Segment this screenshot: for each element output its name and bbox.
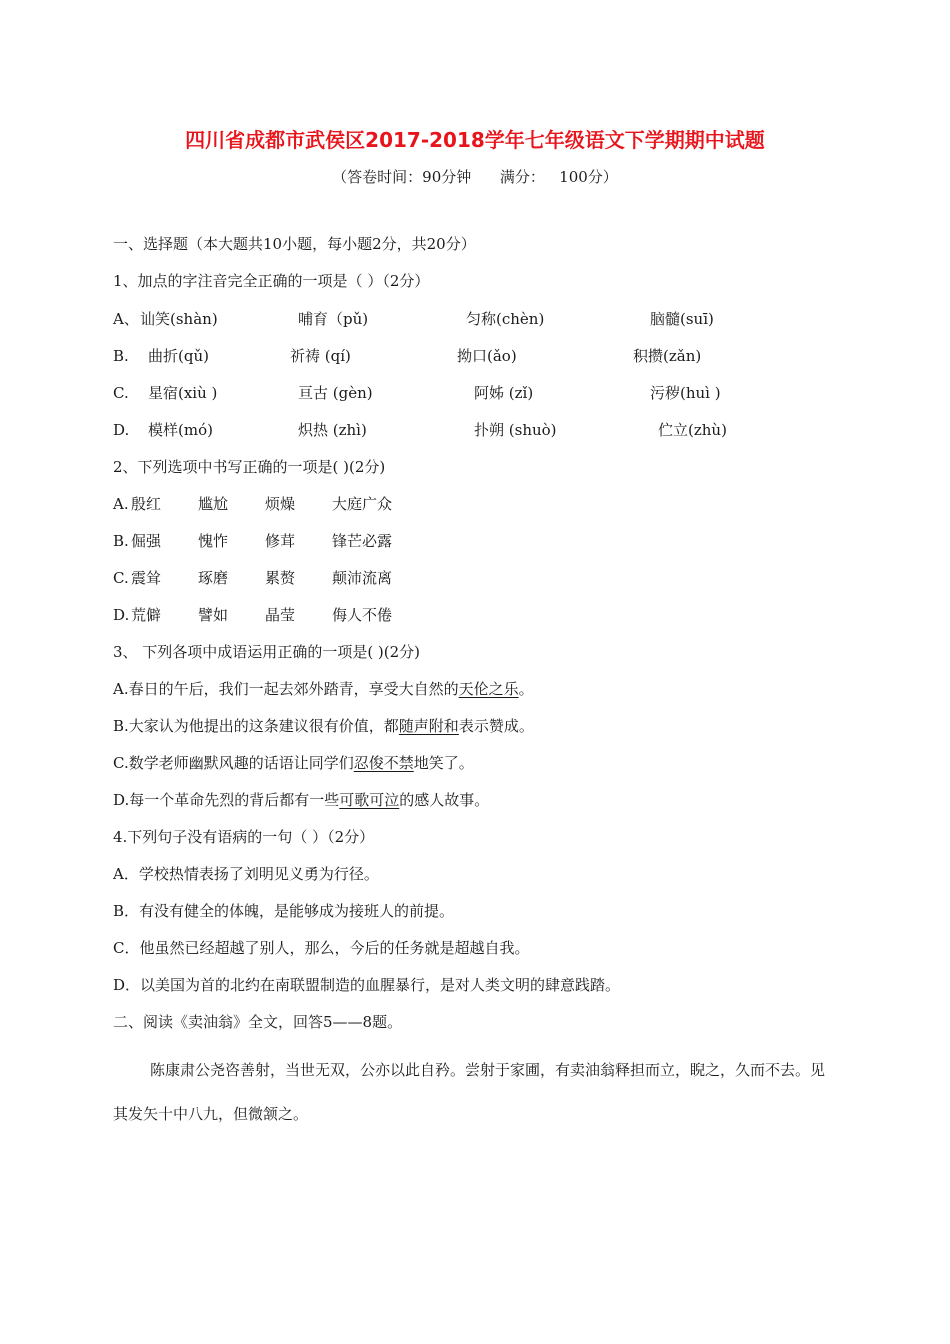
q1-word: 伫立(zhù)	[658, 421, 727, 439]
q3-option-tail: 。	[518, 680, 534, 698]
q3-option-text: C.数学老师幽默风趣的话语让同学们	[113, 754, 354, 772]
q2-option-label: A.	[113, 495, 129, 513]
exam-title: 四川省成都市武侯区2017-2018学年七年级语文下学期期中试题	[185, 128, 765, 152]
q1-word: 拗口(ǎo)	[457, 347, 517, 365]
q2-word: 锋芒必露	[332, 532, 393, 550]
q2-word: 颠沛流离	[332, 569, 393, 587]
q2-word: 譬如	[198, 606, 229, 624]
q3-option-tail: 地笑了。	[413, 754, 474, 772]
q3-stem: 3、 下列各项中成语运用正确的一项是( )(2分)	[113, 643, 421, 661]
q3-idiom: 忍俊不禁	[353, 754, 414, 772]
q1-word: 模样(mó)	[148, 421, 213, 439]
q3-option-text: A.春日的午后，我们一起去郊外踏青，享受大自然的	[113, 680, 459, 698]
q2-word: 侮人不倦	[332, 606, 393, 624]
q2-word: 大庭广众	[332, 495, 393, 513]
q2-stem: 2、下列选项中书写正确的一项是( )(2分)	[113, 458, 386, 476]
q4-option-a: A．学校热情表扬了刘明见义勇为行径。	[113, 865, 379, 883]
q1-word: 祈祷 (qí)	[290, 347, 351, 365]
q1-word: 积攒(zǎn)	[633, 347, 702, 365]
q1-word: 污秽(huì )	[650, 384, 721, 402]
q4-option-b: B．有没有健全的体魄，是能够成为接班人的前提。	[113, 902, 455, 920]
q1-option-label: B.	[113, 347, 129, 365]
q3-idiom: 天伦之乐	[458, 680, 519, 698]
q1-option-label: C.	[113, 384, 129, 402]
q1-word: 脑髓(suī)	[650, 310, 714, 328]
q3-option-c	[113, 752, 474, 774]
q2-word: 修茸	[265, 532, 296, 550]
q1-word: 讪笑(shàn)	[140, 310, 218, 328]
q3-option-tail: 的感人故事。	[399, 791, 490, 809]
q2-option-label: C.	[113, 569, 129, 587]
q2-word: 尴尬	[198, 495, 229, 513]
q1-option-label: A、	[113, 310, 139, 328]
q3-idiom: 可歌可泣	[339, 791, 400, 809]
q1-word: 扑朔 (shuò)	[474, 421, 557, 439]
section2-heading: 二、阅读《卖油翁》全文，回答5——8题。	[113, 1013, 403, 1031]
q2-word: 琢磨	[198, 569, 229, 587]
q2-word: 荒僻	[131, 606, 162, 624]
q2-option-label: D.	[113, 606, 130, 624]
q4-option-c: C．他虽然已经超越了别人，那么，今后的任务就是超越自我。	[113, 939, 530, 957]
q3-option-d	[113, 789, 489, 811]
section1-heading: 一、选择题（本大题共10小题，每小题2分，共20分）	[113, 235, 476, 253]
q2-option-label: B.	[113, 532, 129, 550]
q3-option-text: B.大家认为他提出的这条建议很有价值，都	[113, 717, 399, 735]
q1-word: 匀称(chèn)	[466, 310, 545, 328]
q1-word: 阿姊 (zǐ)	[474, 384, 534, 402]
q1-word: 哺育（pǔ)	[298, 310, 369, 328]
q2-word: 晶莹	[265, 606, 296, 624]
exam-subtitle: （答卷时间：90分钟 满分： 100分）	[332, 168, 618, 186]
q2-word: 殷红	[131, 495, 162, 513]
q1-word: 曲折(qǔ)	[148, 347, 209, 365]
reading-passage: 陈康肃公尧咨善射，当世无双，公亦以此自矜。尝射于家圃，有卖油翁释担而立，睨之，久而不去。见其发矢十中八九，但微颔之。	[113, 1061, 826, 1123]
q1-word: 炽热 (zhì)	[298, 421, 367, 439]
q2-word: 倔强	[131, 532, 162, 550]
q4-stem: 4.下列句子没有语病的一句（ ）（2分）	[113, 828, 375, 846]
q3-option-a	[113, 678, 534, 700]
q1-stem: 1、加点的字注音完全正确的一项是（ ）（2分）	[113, 272, 430, 290]
q3-idiom: 随声附和	[398, 717, 459, 735]
q3-option-b	[113, 715, 534, 737]
q2-word: 累赘	[265, 569, 296, 587]
q4-option-d: D．以美国为首的北约在南联盟制造的血腥暴行，是对人类文明的肆意践踏。	[113, 976, 621, 994]
q2-word: 震耸	[131, 569, 162, 587]
q1-word: 亘古 (gèn)	[298, 384, 373, 402]
q3-option-text: D.每一个革命先烈的背后都有一些	[113, 791, 340, 809]
q3-option-tail: 表示赞成。	[458, 717, 534, 735]
q2-word: 烦燥	[265, 495, 296, 513]
q1-word: 星宿(xiù )	[148, 384, 218, 402]
q1-option-label: D.	[113, 421, 130, 439]
q2-word: 愧怍	[198, 532, 229, 550]
